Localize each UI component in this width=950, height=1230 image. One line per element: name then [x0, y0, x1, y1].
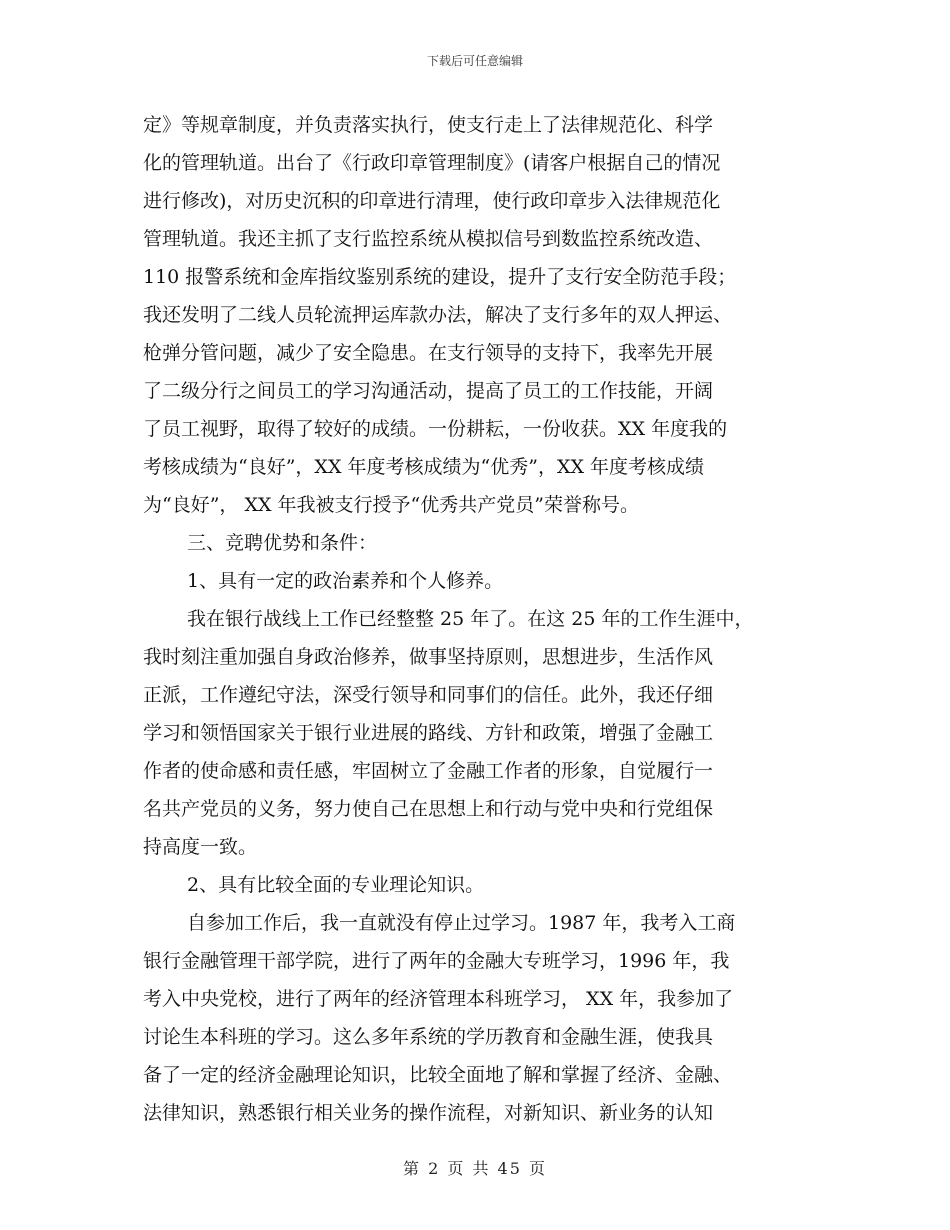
text-line: 为“良好”， XX 年我被支行授予“优秀共产党员”荣誉称号。	[143, 494, 639, 516]
text-line: 考入中央党校，进行了两年的经济管理本科班学习， XX 年，我参加了	[143, 988, 734, 1010]
text-line: 名共产党员的义务，努力使自己在思想上和行动与党中央和行党组保	[143, 798, 714, 820]
page-header: 下载后可任意编辑	[426, 54, 523, 68]
document-body	[143, 106, 811, 1132]
page-number: 第 2 页 共 45 页	[403, 1159, 547, 1178]
text-line: 三、竞聘优势和条件：	[187, 532, 378, 554]
text-line: 了员工视野，取得了较好的成绩。一份耕耘，一份收获。XX 年度我的	[143, 418, 728, 440]
text-line: 我在银行战线上工作已经整整 25 年了。在这 25 年的工作生涯中，	[187, 608, 754, 630]
text-line: 讨论生本科班的学习。这么多年系统的学历教育和金融生涯，使我具	[143, 1026, 714, 1048]
text-line: 进行修改)，对历史沉积的印章进行清理，使行政印章步入法律规范化	[143, 190, 721, 212]
text-line: 枪弹分管问题，减少了安全隐患。在支行领导的支持下，我率先开展	[143, 342, 714, 364]
text-line: 正派，工作遵纪守法，深受行领导和同事们的信任。此外，我还仔细	[143, 684, 714, 706]
text-line: 法律知识，熟悉银行相关业务的操作流程，对新知识、新业务的认知	[143, 1102, 714, 1124]
text-line: 化的管理轨道。出台了《行政印章管理制度》(请客户根据自己的情况	[143, 152, 721, 174]
text-line: 1、具有一定的政治素养和个人修养。	[187, 570, 504, 592]
text-line: 定》等规章制度，并负责落实执行，使支行走上了法律规范化、科学	[143, 114, 714, 136]
text-line: 备了一定的经济金融理论知识，比较全面地了解和掌握了经济、金融、	[143, 1064, 733, 1086]
text-line: 110 报警系统和金库指纹鉴别系统的建设，提升了支行安全防范手段；	[143, 266, 737, 288]
text-line: 学习和领悟国家关于银行业进展的路线、方针和政策，增强了金融工	[143, 722, 714, 744]
text-line: 考核成绩为“良好”，XX 年度考核成绩为“优秀”，XX 年度考核成绩	[143, 456, 705, 478]
text-line: 作者的使命感和责任感，牢固树立了金融工作者的形象，自觉履行一	[143, 760, 714, 782]
text-line: 管理轨道。我还主抓了支行监控系统从模拟信号到数监控系统改造、	[143, 228, 714, 250]
text-line: 了二级分行之间员工的学习沟通活动，提高了员工的工作技能，开阔	[143, 380, 714, 402]
text-line: 银行金融管理干部学院，进行了两年的金融大专班学习，1996 年，我	[143, 950, 730, 972]
text-line: 自参加工作后，我一直就没有停止过学习。1987 年，我考入工商	[187, 912, 736, 934]
text-line: 持高度一致。	[143, 836, 258, 858]
text-line: 我还发明了二线人员轮流押运库款办法，解决了支行多年的双人押运、	[143, 304, 733, 326]
text-line: 我时刻注重加强自身政治修养，做事坚持原则，思想进步，生活作风	[143, 646, 714, 668]
text-line: 2、具有比较全面的专业理论知识。	[187, 874, 485, 896]
